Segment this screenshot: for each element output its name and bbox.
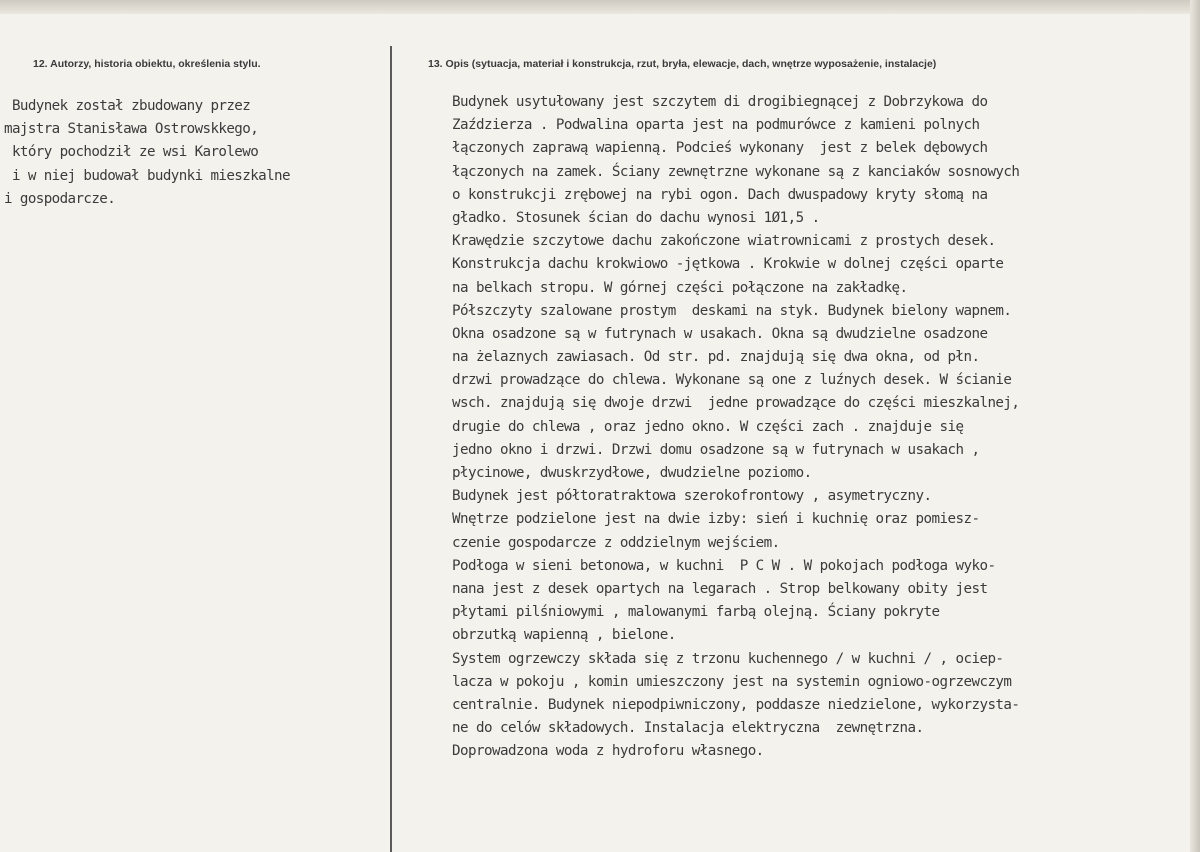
text-line: Budynek jest półtoratraktowa szerokofrontowy , asymetryczny. [452,488,932,505]
text-line: ne do celów składowych. Instalacja elektryczna zewnętrzna. [452,720,924,737]
text-line: jedno okno i drzwi. Drzwi domu osadzone są w futrynach w usakach , [452,441,980,458]
text-line: Podłoga w sieni betonowa, w kuchni P C W . W pokojach podłoga wyko- [452,557,996,574]
text-line: o konstrukcji zrębowej na rybi ogon. Dach dwuspadowy kryty słomą na [452,186,988,203]
text-line: na żelaznych zawiasach. Od str. pd. znajdują się dwa okna, od płn. [452,349,980,366]
text-line: Budynek usytułowany jest szczytem di drogibiegnącej z Dobrzykowa do [452,94,988,110]
field-12-text [4,95,290,211]
text-line: Półszczyty szalowane prostym deskami na styk. Budynek bielony wapnem. [452,302,1012,319]
text-line: łączonych na zamek. Ściany zewnętrzne wykonane są z kanciaków sosnowych [452,163,1020,180]
text-line: i w niej budował budynki mieszkalne [4,167,290,184]
text-line: i gospodarcze. [4,190,116,207]
text-line: który pochodził ze wsi Karolewo [4,144,259,161]
text-line: drugie do chlewa , oraz jedno okno. W części zach . znajduje się [452,418,964,435]
text-line: wsch. znajdują się dwoje drzwi jedne prowadzące do części mieszkalnej, [452,395,1020,412]
text-line: Zaździerza . Podwalina oparta jest na podmurówce z kamieni polnych [452,117,980,134]
text-line: Wnętrze podzielone jest na dwie izby: sień i kuchnię oraz pomiesz- [452,511,980,528]
text-line: Doprowadzona woda z hydroforu własnego. [452,743,764,760]
text-line: gładko. Stosunek ścian do dachu wynosi 1Ø1,5 . [452,209,820,226]
text-line: System ogrzewczy składa się z trzonu kuchennego / w kuchni / , ociep- [452,650,1004,667]
text-line: łączonych zaprawą wapienną. Podcieś wykonany jest z belek dębowych [452,140,988,157]
page-top-edge [0,0,1200,14]
text-line: na belkach stropu. W górnej części połączone na zakładkę. [452,279,908,296]
text-line: płycinowe, dwuskrzydłowe, dwudzielne poziomo. [452,465,812,481]
column-divider [390,46,392,852]
text-line: Okna osadzone są w futrynach w usakach. Okna są dwudzielne osadzone [452,325,988,342]
text-line: obrzutką wapienną , bielone. [452,627,676,644]
field-13-text [452,91,1019,763]
text-line: czenie gospodarcze z oddzielnym wejściem. [452,534,780,551]
field-12-header: 12. Autorzy, historia obiektu, określenia stylu. [33,58,261,70]
field-13-header: 13. Opis (sytuacja, materiał i konstrukcja, rzut, bryła, elewacje, dach, wnętrze wyposażenie, instalacje) [428,58,937,70]
text-line: centralnie. Budynek niepodpiwniczony, poddasze niedzielone, wykorzysta- [452,696,1020,713]
page-right-edge [1190,0,1200,852]
text-line: drzwi prowadzące do chlewa. Wykonane są one z luźnych desek. W ścianie [452,372,1012,389]
text-line: Krawędzie szczytowe dachu zakończone wiatrownicami z prostych desek. [452,233,996,250]
text-line: majstra Stanisława Ostrowskkego, [4,121,259,138]
text-line: Konstrukcja dachu krokwiowo -jętkowa . Krokwie w dolnej części oparte [452,256,1004,273]
text-line: Budynek został zbudowany przez [4,98,251,114]
text-line: lacza w pokoju , komin umieszczony jest na systemin ogniowo-ogrzewczym [452,673,1012,690]
text-line: nana jest z desek opartych na legarach . Strop belkowany obity jest [452,580,988,597]
text-line: płytami pilśniowymi , malowanymi farbą olejną. Ściany pokryte [452,604,940,621]
